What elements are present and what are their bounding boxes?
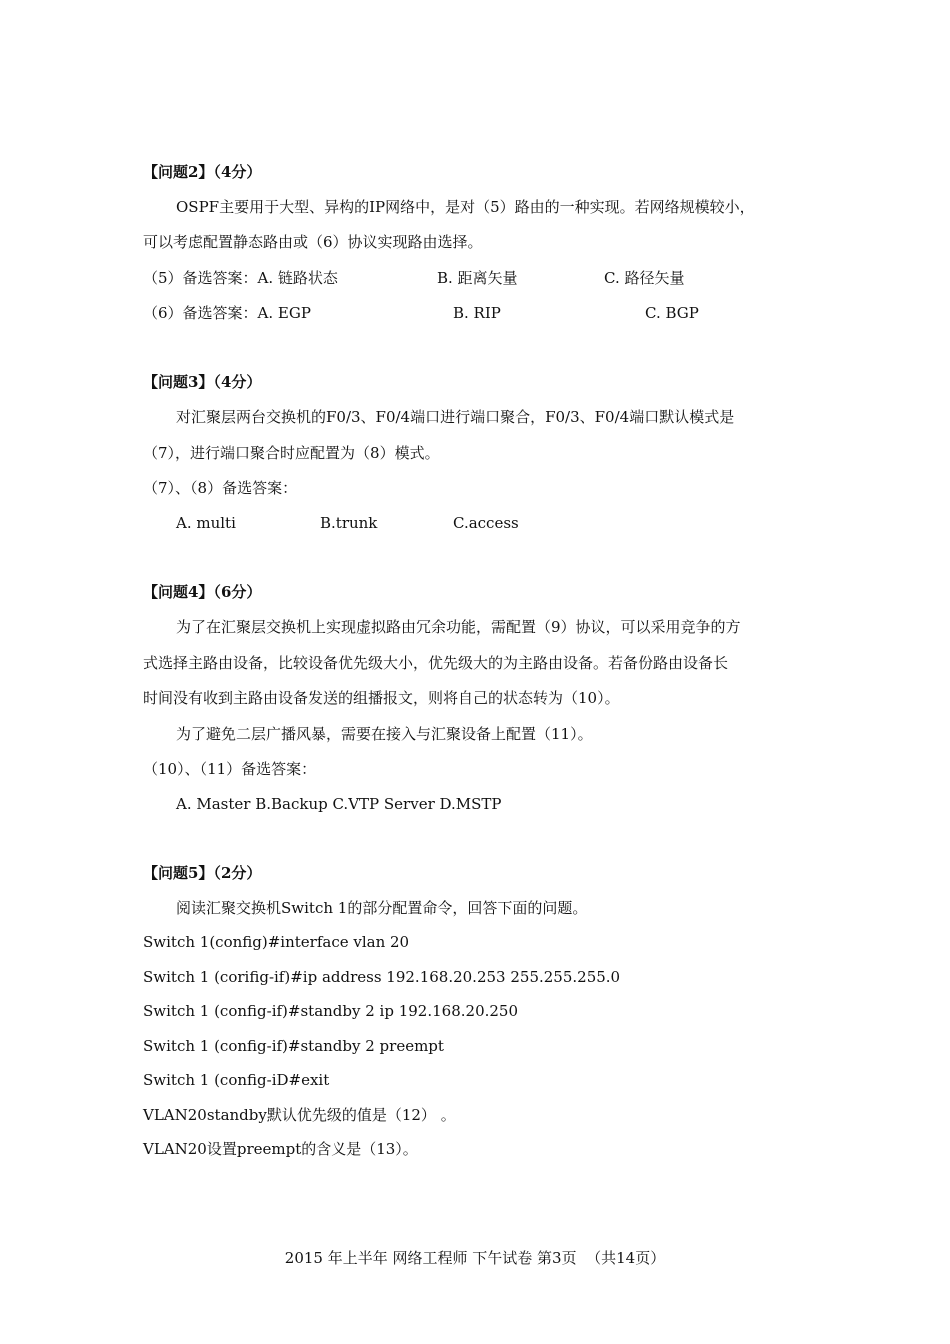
q2-option6-a: （6）备选答案：A. EGP: [143, 304, 311, 322]
q3-paragraph-line2: （7），进行端口聚合时应配置为（8）模式。: [143, 444, 440, 462]
q5-command-line: Switch 1 (config-iD#exit: [143, 1071, 330, 1089]
page-footer: 2015 年上半年 网络工程师 下午试卷 第3页 （共14页）: [284, 1249, 666, 1267]
q2-option5-a: （5）备选答案：A. 链路状态: [143, 269, 338, 287]
q5-question-13: VLAN20设置preempt的含义是（13）。: [143, 1140, 418, 1158]
q5-command-line: Switch 1(config)#interface vlan 20: [143, 933, 410, 951]
q3-option-b: B.trunk: [320, 514, 378, 532]
q5-command-line: Switch 1 (config-if)#standby 2 preempt: [143, 1037, 444, 1055]
q2-option6-c: C. BGP: [645, 304, 699, 322]
q2-heading: 【问题2】（4分）: [143, 163, 262, 181]
q3-option-a: A. multi: [176, 514, 236, 532]
q2-option5-b: B. 距离矢量: [437, 269, 518, 287]
q2-paragraph-line2: 可以考虑配置静态路由或（6）协议实现路由选择。: [143, 233, 483, 251]
q3-options-label: （7）、（8）备选答案：: [143, 479, 298, 497]
q4-options: A. Master B.Backup C.VTP Server D.MSTP: [176, 795, 502, 813]
q4-paragraph-line3: 时间没有收到主路由设备发送的组播报文，则将自己的状态转为（10）。: [143, 689, 620, 707]
q3-paragraph-line1: 对汇聚层两台交换机的F0/3、F0/4端口进行端口聚合，F0/3、F0/4端口默认模式是: [176, 408, 735, 426]
q4-paragraph-line1: 为了在汇聚层交换机上实现虚拟路由冗余功能，需配置（9）协议，可以采用竞争的方: [176, 618, 741, 636]
q5-question-12: VLAN20standby默认优先级的值是（12） 。: [143, 1106, 456, 1124]
q5-command-line: Switch 1 (corifig-if)#ip address 192.168.20.253 255.255.255.0: [143, 968, 621, 986]
q4-paragraph-line2: 式选择主路由设备，比较设备优先级大小，优先级大的为主路由设备。若备份路由设备长: [143, 654, 729, 672]
q3-heading: 【问题3】（4分）: [143, 373, 262, 391]
q5-intro: 阅读汇聚交换机Switch 1的部分配置命令，回答下面的问题。: [176, 899, 588, 917]
q2-option6-b: B. RIP: [453, 304, 501, 322]
q4-heading: 【问题4】（6分）: [143, 583, 262, 601]
q2-paragraph-line1: OSPF主要用于大型、异构的IP网络中，是对（5）路由的一种实现。若网络规模较小，: [176, 198, 755, 216]
q5-command-line: Switch 1 (config-if)#standby 2 ip 192.168.20.250: [143, 1002, 519, 1020]
q4-paragraph-line4: 为了避免二层广播风暴，需要在接入与汇聚设备上配置（11）。: [176, 725, 593, 743]
q2-option5-c: C. 路径矢量: [604, 269, 685, 287]
q3-option-c: C.access: [453, 514, 519, 532]
q4-options-label: （10）、（11）备选答案：: [143, 760, 317, 778]
q5-heading: 【问题5】（2分）: [143, 864, 262, 882]
